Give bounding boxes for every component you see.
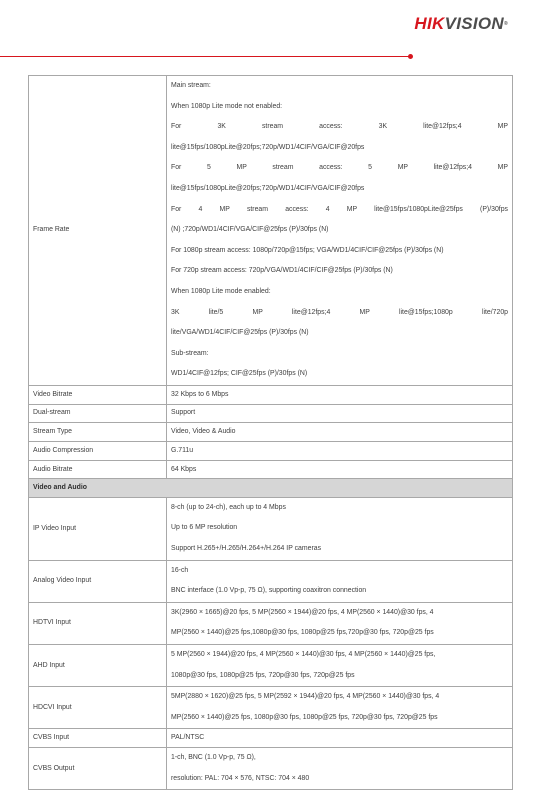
table-row-audio-compression (29, 441, 513, 460)
page-header (0, 0, 536, 70)
value-line: resolution: PAL: 704 × 576, NTSC: 704 × 480 (171, 774, 310, 782)
row-label: Stream Type (29, 423, 167, 442)
row-label: IP Video Input (29, 497, 167, 560)
row-label: HDTVI Input (29, 602, 167, 644)
value-line: Main stream: (171, 82, 211, 89)
row-value: 32 Kbps to 6 Mbps (167, 385, 513, 404)
row-value: Video, Video & Audio (167, 423, 513, 442)
table-row-ip-video-input (29, 497, 513, 560)
row-value (167, 602, 513, 644)
table-row-ahd-input (29, 645, 513, 687)
value-line: 8-ch (up to 24-ch), each up to 4 Mbps (171, 503, 286, 511)
value-line: 3K(2960 × 1665)@20 fps, 5 MP(2560 × 1944)@20 fps, 4 MP(2560 × 1440)@30 fps, 4 (171, 608, 434, 616)
value-line: For 720p stream access: 720p/VGA/WD1/4CIF/CIF@25fps (P)/30fps (N) (171, 267, 393, 275)
row-value: PAL/NTSC (167, 729, 513, 748)
row-label: Dual-stream (29, 404, 167, 423)
table-row-video-bitrate (29, 385, 513, 404)
table-row-hdtvi-input (29, 602, 513, 644)
row-label: CVBS Output (29, 748, 167, 790)
header-rule-dot-icon (408, 54, 413, 59)
row-value (167, 76, 513, 386)
row-label: Audio Bitrate (29, 460, 167, 479)
value-line: 5 MP(2560 × 1944)@20 fps, 4 MP(2560 × 1440)@30 fps, 4 MP(2560 × 1440)@25 fps, (171, 651, 436, 658)
row-value (167, 645, 513, 687)
row-label: Analog Video Input (29, 560, 167, 602)
value-line: 5MP(2880 × 1620)@25 fps, 5 MP(2592 × 1944)@20 fps, 4 MP(2560 × 1440)@30 fps, 4 (171, 693, 440, 701)
table-row-cvbs-input (29, 729, 513, 748)
row-value: Support (167, 404, 513, 423)
hikvision-logo (414, 14, 508, 34)
row-label: Frame Rate (29, 76, 167, 386)
value-line: 3K lite/5 MP lite@12fps;4 MP lite@15fps;1080p lite/720p (171, 308, 508, 316)
value-line: Up to 6 MP resolution (171, 524, 238, 532)
section-title: Video and Audio (29, 479, 513, 498)
table-row-frame-rate (29, 76, 513, 386)
row-value (167, 748, 513, 790)
row-label: Video Bitrate (29, 385, 167, 404)
table-row-cvbs-output (29, 748, 513, 790)
value-line: Sub-stream: (171, 349, 209, 357)
row-value (167, 497, 513, 560)
row-label: HDCVI Input (29, 687, 167, 729)
value-line: lite/VGA/WD1/4CIF/CIF@25fps (P)/30fps (N) (171, 329, 309, 337)
row-value (167, 687, 513, 729)
table-row-stream-type (29, 423, 513, 442)
value-line: For 3K stream access: 3K lite@12fps;4 MP (171, 123, 508, 131)
value-line: When 1080p Lite mode not enabled: (171, 102, 283, 110)
value-line: BNC interface (1.0 Vp-p, 75 Ω), supporting coaxitron connection (171, 587, 367, 595)
row-value: 64 Kbps (167, 460, 513, 479)
value-line: Support H.265+/H.265/H.264+/H.264 IP cameras (171, 545, 322, 553)
value-line: lite@15fps/1080pLite@20fps;720p/WD1/4CIF/VGA/CIF@20fps (171, 184, 365, 192)
table-row-dual-stream (29, 404, 513, 423)
value-line: For 4 MP stream access: 4 MP lite@15fps/1080pLite@25fps (P)/30fps (171, 205, 508, 213)
value-line: For 5 MP stream access: 5 MP lite@12fps;4 MP (171, 164, 508, 172)
header-rule (0, 56, 410, 57)
row-label: Audio Compression (29, 441, 167, 460)
value-line: 1080p@30 fps, 1080p@25 fps, 720p@30 fps, 720p@25 fps (171, 671, 355, 679)
value-line: 16-ch (171, 566, 189, 574)
logo-registered-mark: ® (504, 21, 508, 27)
table-row-analog-video-input (29, 560, 513, 602)
row-label: CVBS Input (29, 729, 167, 748)
row-label: AHD Input (29, 645, 167, 687)
value-line: For 1080p stream access: 1080p/720p@15fps; VGA/WD1/4CIF/CIF@25fps (P)/30fps (N) (171, 246, 444, 254)
spec-table (28, 75, 513, 790)
value-line: 1-ch, BNC (1.0 Vp-p, 75 Ω), (171, 754, 256, 762)
value-line: When 1080p Lite mode enabled: (171, 287, 271, 295)
table-row-audio-bitrate (29, 460, 513, 479)
section-header-video-and-audio (29, 479, 513, 498)
value-line: WD1/4CIF@12fps; CIF@25fps (P)/30fps (N) (171, 370, 308, 378)
row-value (167, 560, 513, 602)
value-line: MP(2560 × 1440)@25 fps,1080p@30 fps, 1080p@25 fps,720p@30 fps, 720p@25 fps (171, 629, 434, 637)
logo-hik: HIK (414, 14, 445, 33)
logo-vision: VISION (444, 14, 505, 33)
value-line: MP(2560 × 1440)@25 fps, 1080p@30 fps, 1080p@25 fps, 720p@30 fps, 720p@25 fps (171, 713, 438, 721)
row-value: G.711u (167, 441, 513, 460)
value-line: lite@15fps/1080pLite@20fps;720p/WD1/4CIF/VGA/CIF@20fps (171, 143, 365, 151)
value-line: (N) ;720p/WD1/4CIF/VGA/CIF@25fps (P)/30fps (N) (171, 226, 329, 234)
table-row-hdcvi-input (29, 687, 513, 729)
